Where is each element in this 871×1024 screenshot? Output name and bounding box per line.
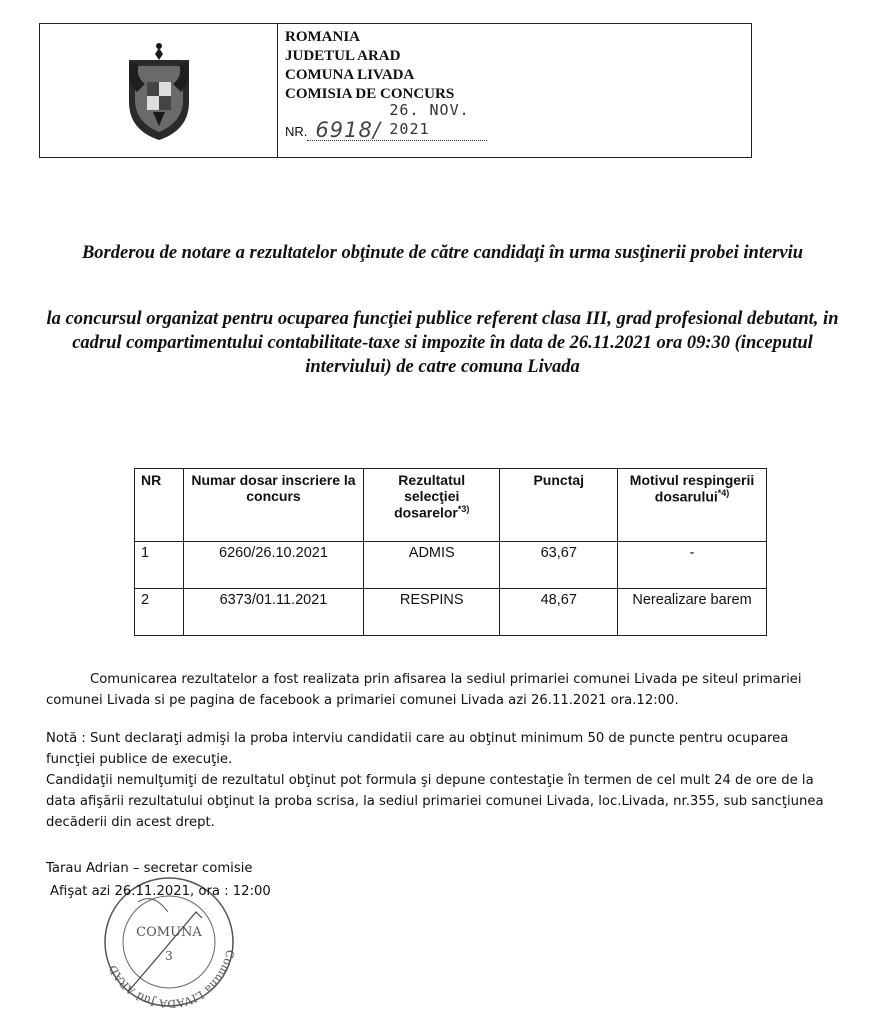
header-line-commune: COMUNA LIVADA (285, 67, 415, 83)
registration-number (285, 101, 751, 142)
row-motiv: Nerealizare barem (618, 589, 767, 636)
stamp-center: COMUNA (136, 925, 202, 940)
row-nr: 2 (135, 589, 184, 636)
document-title: Borderou de notare a rezultatelor obţinute de către candidaţi în urma susţinerii probei interviu (81, 243, 804, 263)
results-table (134, 468, 767, 636)
header-info (278, 24, 751, 157)
signature-posted: Afişat azi 26.11.2021, ora : 12:00 (50, 884, 271, 899)
row-punctaj: 48,67 (500, 589, 618, 636)
row-dosar: 6260/26.10.2021 (183, 542, 363, 589)
signature-secretary: Tarau Adrian – secretar comisie (46, 861, 253, 876)
col-motiv: Motivul respingerii dosarului$^{*4)}$ (618, 469, 767, 542)
row-rezultat: RESPINS (364, 589, 500, 636)
table-header-row (135, 469, 767, 542)
nr-field (307, 101, 487, 142)
document-subtitle: la concursul organizat pentru ocuparea funcţiei publice referent clasa III, grad profesional debutant, in cadrul compartimentului contabilitate-taxe si impozite în data de 26.11.2021 ora 09:30 (inceputul interviului) de catre comuna Livada (46, 309, 839, 377)
header-line-commission: COMISIA DE CONCURS (285, 86, 455, 102)
stamp-number: 3 (165, 949, 173, 963)
header-line-county: JUDETUL ARAD (285, 48, 401, 64)
header-box (39, 23, 752, 158)
row-nr: 1 (135, 542, 184, 589)
table-row (135, 589, 767, 636)
communication-paragraph: Comunicarea rezultatelor a fost realizata prin afisarea la sediul primariei comunei Livada pe siteul primariei comunei Livada si pe pagina de facebook a primariei comunei Livada azi 26.11.2021 ora.12:00. (46, 672, 802, 708)
row-dosar: 6373/01.11.2021 (183, 589, 363, 636)
table-row (135, 542, 767, 589)
note-paragraph: Notă : Sunt declaraţi admişi la proba interviu candidatii care au obţinut minimum 50 de puncte pentru ocuparea funcţiei publice de execuţie. (46, 731, 789, 767)
crest-cell (40, 24, 278, 157)
header-line-country: ROMANIA (285, 29, 360, 45)
row-rezultat: ADMIS (364, 542, 500, 589)
coat-of-arms-icon (123, 40, 195, 142)
row-punctaj: 63,67 (500, 542, 618, 589)
row-motiv: - (618, 542, 767, 589)
contest-paragraph: Candidaţii nemulţumiţi de rezultatul obţinut pot formula şi depune contestaţie în termen de cel mult 24 de ore de la data afişării rezultatului obţinut la proba scrisa, la sediul primariei comunei Livada, loc.Livada, nr.355, sub sancţiunea decăderii din acest drept. (46, 773, 824, 830)
col-nr: NR (135, 469, 184, 542)
nr-label: NR. (285, 124, 308, 139)
nr-handwritten: 6918/ (315, 118, 381, 142)
col-rezultat: Rezultatul selecţiei dosarelor$^{*3)}$ (364, 469, 500, 542)
col-dosar: Numar dosar inscriere la concurs (183, 469, 363, 542)
col-punctaj: Punctaj (500, 469, 618, 542)
nr-date-stamp: 26. NOV. 2021 (389, 101, 470, 138)
stamp-ring-text: Comuna LIVADA Jud ARAD (106, 948, 237, 1011)
